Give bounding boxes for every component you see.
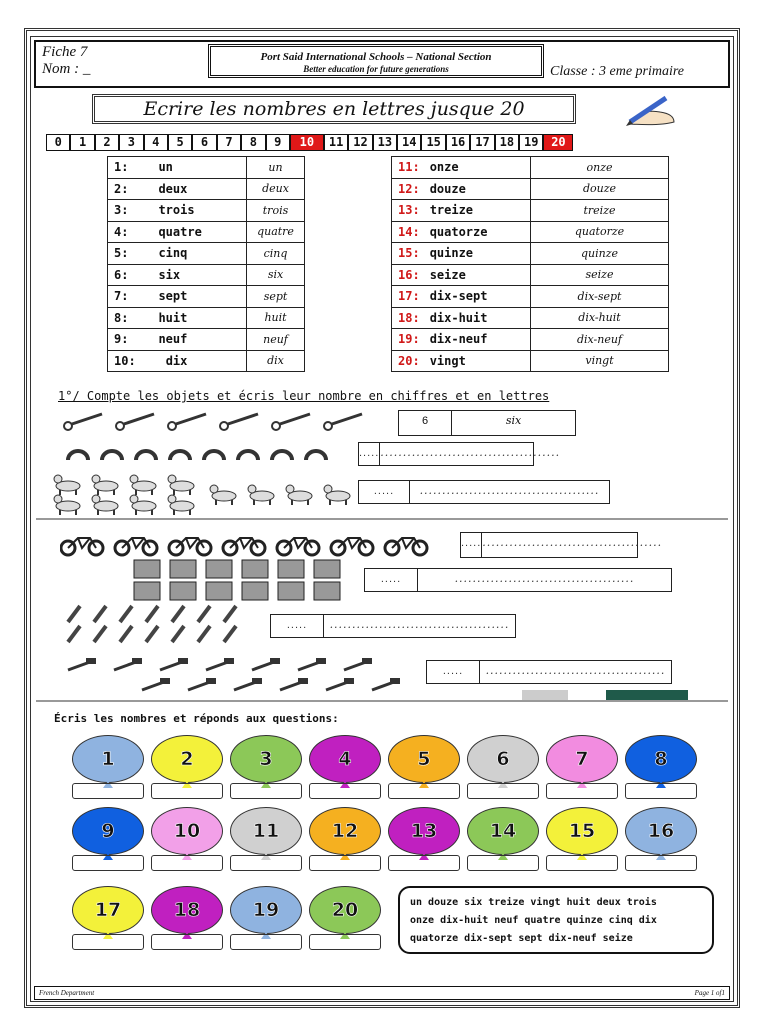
hammer-icon [280,678,308,690]
gray-bar [522,690,568,700]
bicycle-icon [61,538,103,555]
rocket-icon [198,606,210,622]
numbers-table-1-10 [107,156,305,372]
row-cursive: deux [247,178,305,200]
row-number: 5: [114,246,129,261]
table-row [108,286,305,308]
rocket-icon [68,606,80,622]
robot-icon [314,582,340,600]
rocket-icon [172,606,184,622]
key-icon [324,414,362,430]
balloon-answer-box[interactable] [309,855,381,871]
row-word: onze [429,160,459,175]
horseshoe-icon [102,451,122,460]
balloon-answer-box[interactable] [72,855,144,871]
hammer-icon [160,658,188,670]
row-cursive: six [247,264,305,286]
rocket-icon [94,626,106,642]
table-row [392,157,669,179]
balloon-answer-box[interactable] [230,855,302,871]
balloon-answer-box[interactable] [151,783,223,799]
row-word: sept [158,289,188,304]
balloon-answer-box[interactable] [467,855,539,871]
strip-cell: 4 [144,134,168,151]
row-word: dix-neuf [429,332,488,347]
words-line: un douze six treize vingt huit deux trois [410,897,657,908]
dog-icon [54,495,80,515]
bicycle-icon [277,538,319,555]
strip-cell: 16 [446,134,470,151]
robot-icon [206,582,232,600]
balloon-answer-box[interactable] [230,783,302,799]
robot-icon [134,560,160,578]
table-row [392,200,669,222]
row-word: un [158,160,173,175]
row-word: neuf [158,332,188,347]
key-icon [116,414,154,430]
row-number: 11: [398,160,420,175]
row-cursive: quatre [247,221,305,243]
bicycle-icon-row [60,532,450,558]
horseshoe-icon [204,451,224,460]
balloon-number: 16 [625,807,697,855]
answer-digit-blank: ..... [461,533,482,557]
bicycle-icon [223,538,265,555]
bicycle-icon [331,538,373,555]
answer-box-dogs[interactable] [358,480,610,504]
row-cursive: vingt [531,350,669,372]
row-number: 8: [114,310,129,325]
rocket-icon-grid [64,604,264,648]
answer-box-keys [398,410,576,436]
table-row [392,307,669,329]
balloon-answer-box[interactable] [230,934,302,950]
key-icon [272,414,310,430]
bicycle-icon [385,538,427,555]
bicycle-icon [169,538,211,555]
row-cursive: un [247,157,305,179]
strip-cell: 6 [192,134,216,151]
row-number: 20: [398,353,420,368]
rocket-icon [68,626,80,642]
strip-cell: 17 [470,134,494,151]
strip-cell: 15 [421,134,445,151]
table-row [108,264,305,286]
answer-box-rockets[interactable] [270,614,516,638]
answer-box-bicycles[interactable] [460,532,663,558]
fiche-label [42,44,90,78]
horseshoe-icon [170,451,190,460]
horseshoe-icon [306,451,326,460]
row-number: 10: [114,353,136,368]
row-word: treize [429,203,474,218]
answer-word-blank: ........................................ [485,664,666,677]
table-row [392,286,669,308]
bicycle-icon [115,538,157,555]
balloon-number: 19 [230,886,302,934]
row-number: 2: [114,181,129,196]
balloon-number: 2 [151,735,223,783]
robot-icon [278,560,304,578]
number-words-box [398,886,714,954]
row-word: dix [165,353,188,368]
robot-icon [170,560,196,578]
balloon-answer-box[interactable] [546,855,618,871]
exercise-1-title: 1°/ Compte les objets et écris leur nombre en chiffres et en lettres [58,389,550,403]
row-word: six [158,267,181,282]
hand-pencil-icon [600,94,680,128]
row-word: quatre [158,224,202,239]
row-word: dix-sept [429,289,488,304]
school-name: Port Said International Schools – National Section [260,51,492,63]
strip-cell: 5 [168,134,192,151]
row-cursive: trois [247,200,305,222]
row-cursive: huit [247,307,305,329]
row-number: 17: [398,289,420,304]
row-cursive: quatorze [531,221,669,243]
balloon-answer-box[interactable] [309,783,381,799]
page-footer [34,986,730,1000]
strip-cell: 12 [348,134,372,151]
answer-box-robots[interactable] [364,568,672,592]
table-row [108,243,305,265]
balloon-answer-box[interactable] [467,783,539,799]
key-icon [168,414,206,430]
answer-digit-blank: ..... [427,661,480,683]
dog-icon [130,495,156,515]
table-row [108,350,305,372]
classe-label: Classe : 3 eme primaire [550,64,685,79]
balloon-answer-box[interactable] [151,934,223,950]
strip-cell: 13 [373,134,397,151]
hammer-icon [188,678,216,690]
row-word: deux [158,181,188,196]
row-word: trois [158,203,195,218]
strip-cell: 2 [95,134,119,151]
row-number: 16: [398,267,420,282]
balloon-number: 9 [72,807,144,855]
horseshoe-icon [272,451,292,460]
hammer-icon [372,678,400,690]
strip-cell: 10 [290,134,324,151]
answer-digit-blank: ..... [365,569,418,591]
balloon-number: 18 [151,886,223,934]
balloon-number: 1 [72,735,144,783]
table-row [108,329,305,351]
row-cursive: dix [247,350,305,372]
balloon-number: 13 [388,807,460,855]
answer-word-blank: ........................................ [380,446,561,459]
dog-icon-row [52,474,352,518]
rocket-icon [120,626,132,642]
row-number: 9: [114,332,129,347]
row-cursive: treize [531,200,669,222]
balloon-answer-box[interactable] [151,855,223,871]
footer-page-number: Page 1 of1 [694,989,725,997]
horseshoe-icon [68,451,88,460]
balloon-answer-box[interactable] [72,783,144,799]
answer-word-blank: ........................................ [329,618,510,631]
row-number: 15: [398,246,420,261]
hammer-icon [142,678,170,690]
rocket-icon [198,626,210,642]
footer-department: French Department [39,989,95,997]
balloon-number: 14 [467,807,539,855]
key-icon [64,414,102,430]
hammer-icon [114,658,142,670]
strip-cell: 18 [495,134,519,151]
dog-icon [286,485,312,505]
row-number: 6: [114,267,129,282]
rocket-icon [146,606,158,622]
dog-icon [168,475,194,495]
robot-icon [242,582,268,600]
row-cursive: dix-huit [531,307,669,329]
strip-cell: 8 [241,134,265,151]
row-cursive: quinze [531,243,669,265]
row-word: huit [158,310,188,325]
numbers-table-11-20 [391,156,669,372]
rocket-icon [94,606,106,622]
dog-icon [54,475,80,495]
hammer-icon [298,658,326,670]
balloon-number: 8 [625,735,697,783]
balloon-number: 6 [467,735,539,783]
strip-cell: 19 [519,134,543,151]
balloon-number: 11 [230,807,302,855]
table-row [392,329,669,351]
table-row [392,350,669,372]
balloon-answer-box[interactable] [388,783,460,799]
school-box [208,44,544,78]
table-row [108,221,305,243]
hammer-icon [68,658,96,670]
row-number: 4: [114,224,129,239]
answer-word-blank: ........................................ [454,572,635,585]
balloon-answer-box[interactable] [388,855,460,871]
strip-cell: 0 [46,134,70,151]
row-number: 12: [398,181,420,196]
hammer-icon [326,678,354,690]
rocket-icon [172,626,184,642]
answer-word-blank: ........................................ [419,484,600,497]
balloon-number: 3 [230,735,302,783]
answer-word-blank: ........................................ [482,536,663,549]
row-word: quatorze [429,224,488,239]
row-word: cinq [158,246,188,261]
strip-cell: 7 [217,134,241,151]
robot-icon-grid [132,558,362,602]
hammer-icon [234,678,262,690]
balloon-answer-box[interactable] [72,934,144,950]
rocket-icon [224,626,236,642]
answer-digit-blank: ..... [359,481,410,503]
hammer-icon [344,658,372,670]
hammer-icon-grid [64,656,424,696]
school-slogan: Better education for future generations [303,64,449,74]
robot-icon [206,560,232,578]
exercise-2-title: Écris les nombres et réponds aux questions: [54,712,339,725]
row-number: 18: [398,310,420,325]
page-title: Ecrire les nombres en lettres jusque 20 [92,94,576,124]
row-number: 13: [398,203,420,218]
balloon-answer-box[interactable] [625,783,697,799]
balloon-number: 20 [309,886,381,934]
rocket-icon [224,606,236,622]
row-word: seize [429,267,466,282]
table-row [392,243,669,265]
balloon-number: 17 [72,886,144,934]
dog-icon [324,485,350,505]
row-cursive: douze [531,178,669,200]
table-row [108,178,305,200]
hammer-icon [252,658,280,670]
words-line: onze dix-huit neuf quatre quinze cinq dix [410,915,657,926]
robot-icon [314,560,340,578]
row-number: 1: [114,160,129,175]
row-cursive: dix-neuf [531,329,669,351]
number-strip [46,134,573,151]
table-row [392,178,669,200]
strip-cell: 3 [119,134,143,151]
robot-icon [170,582,196,600]
row-cursive: dix-sept [531,286,669,308]
balloon-number: 15 [546,807,618,855]
balloon-number: 5 [388,735,460,783]
words-line: quatorze dix-sept sept dix-neuf seize [410,933,633,944]
robot-icon [242,560,268,578]
dog-icon [92,495,118,515]
horseshoe-icon [136,451,156,460]
rocket-icon [146,626,158,642]
row-number: 19: [398,332,420,347]
nom-field: Nom : _ [42,61,91,77]
strip-cell: 9 [266,134,290,151]
hammer-icon [206,658,234,670]
table-row [108,200,305,222]
horseshoe-icon-row [62,442,342,466]
balloon-answer-box[interactable] [309,934,381,950]
table-row [108,307,305,329]
fiche-number: Fiche 7 [42,44,88,60]
answer-box-horseshoes[interactable] [358,442,561,466]
table-row [392,221,669,243]
key-icon [220,414,258,430]
dog-icon [168,495,194,515]
dog-icon [248,485,274,505]
answer-digit-blank: ..... [359,443,380,465]
keys-icon-row [62,408,382,436]
rocket-icon [120,606,132,622]
dog-icon [92,475,118,495]
strip-cell: 11 [324,134,348,151]
answer-digit-blank: ..... [271,615,324,637]
table-row [392,264,669,286]
row-word: dix-huit [429,310,488,325]
row-word: douze [429,181,466,196]
row-number: 14: [398,224,420,239]
table-row [108,157,305,179]
row-cursive: cinq [247,243,305,265]
horseshoe-icon [238,451,258,460]
dark-bar [606,690,688,700]
strip-cell: 1 [70,134,94,151]
robot-icon [278,582,304,600]
row-number: 3: [114,203,129,218]
balloon-number: 4 [309,735,381,783]
strip-cell: 20 [543,134,573,151]
row-cursive: onze [531,157,669,179]
balloon-answer-box[interactable] [625,855,697,871]
row-word: quinze [429,246,474,261]
row-cursive: neuf [247,329,305,351]
strip-cell: 14 [397,134,421,151]
answer-box-hammers[interactable] [426,660,672,684]
row-word: vingt [429,353,466,368]
row-number: 7: [114,289,129,304]
balloon-number: 12 [309,807,381,855]
dog-icon [130,475,156,495]
balloon-answer-box[interactable] [546,783,618,799]
dog-icon [210,485,236,505]
row-cursive: seize [531,264,669,286]
balloon-number: 10 [151,807,223,855]
row-cursive: sept [247,286,305,308]
robot-icon [134,582,160,600]
answer-digit: 6 [399,411,452,435]
answer-word: six [505,414,522,427]
balloon-number: 7 [546,735,618,783]
